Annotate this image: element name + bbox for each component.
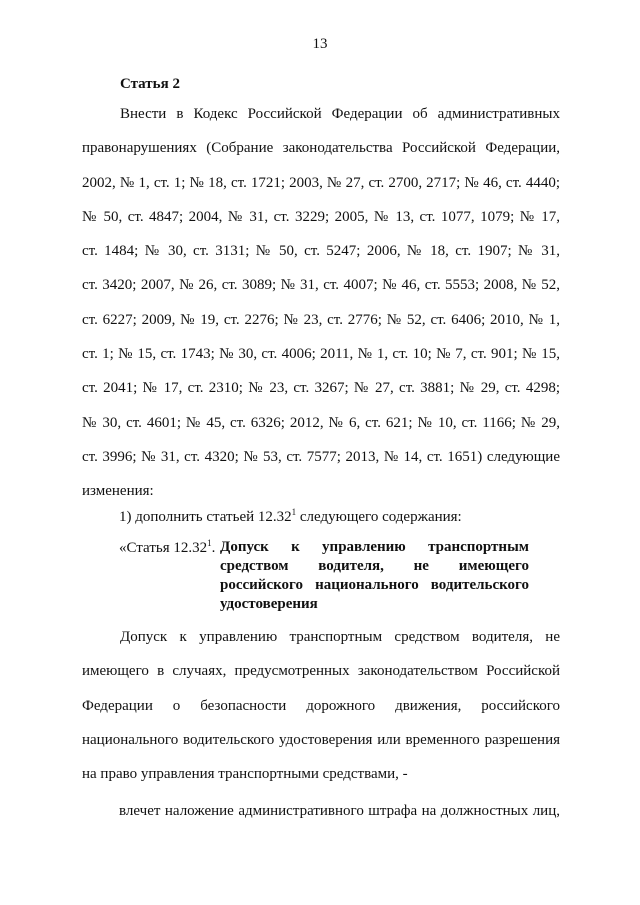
body-line: национального водительского удостоверения или временного разрешения <box>82 731 560 748</box>
intro-line: ст. 6227; 2009, № 19, ст. 2276; № 23, ст. 2776; № 52, ст. 6406; 2010, № 1, <box>82 311 560 328</box>
item-1-superscript: 1 <box>291 507 297 517</box>
amendment-item-1 <box>119 507 462 526</box>
intro-line: правонарушениях (Собрание законодательства Российской Федерации, <box>82 140 560 157</box>
body-line: Допуск к управлению транспортным средством водителя, не <box>120 629 560 645</box>
item-1-text-end: следующего содержания: <box>296 509 462 525</box>
body-line: Федерации о безопасности дорожного движения, российского <box>82 697 560 714</box>
intro-line: № 30, ст. 4601; № 45, ст. 6326; 2012, № 6, ст. 621; № 10, ст. 1166; № 29, <box>82 414 560 431</box>
intro-line: ст. 3420; 2007, № 26, ст. 3089; № 31, ст. 4007; № 46, ст. 5553; 2008, № 52, <box>82 277 560 294</box>
intro-line: Внести в Кодекс Российской Федерации об административных <box>120 106 560 122</box>
statute-heading-line: Допуск к управлению транспортным <box>220 539 529 555</box>
intro-paragraph <box>82 97 560 509</box>
intro-line: ст. 2041; № 17, ст. 2310; № 23, ст. 3267; № 27, ст. 3881; № 29, ст. 4298; <box>82 380 560 397</box>
page-number: 13 <box>312 36 328 52</box>
statute-heading-line: удостоверения <box>220 596 318 612</box>
intro-line: ст. 3996; № 31, ст. 4320; № 53, ст. 7577; 2013, № 14, ст. 1651) следующие <box>82 448 560 465</box>
article-title: Статья 2 <box>120 76 180 92</box>
body-line: на право управления транспортными средствами, - <box>82 766 408 783</box>
statute-number-text: «Статья 12.32 <box>119 540 208 556</box>
statute-number-dot: . <box>211 540 216 556</box>
statute-number <box>119 538 215 557</box>
body-line: имеющего в случаях, предусмотренных законодательством Российской <box>82 663 560 680</box>
statute-heading <box>220 538 529 614</box>
intro-line: ст. 1; № 15, ст. 1743; № 30, ст. 4006; 2011, № 1, ст. 10; № 7, ст. 901; № 15, <box>82 346 560 363</box>
statute-number-superscript: 1 <box>207 538 212 548</box>
statute-body-paragraph <box>82 620 560 791</box>
intro-line: № 50, ст. 4847; 2004, № 31, ст. 3229; 2005, № 13, ст. 1077, 1079; № 17, <box>82 208 560 225</box>
penalty-paragraph: влечет наложение административного штрафа на должностных лиц, <box>119 803 560 819</box>
intro-line: ст. 1484; № 30, ст. 3131; № 50, ст. 5247; 2006, № 18, ст. 1907; № 31, <box>82 243 560 260</box>
intro-line: 2002, № 1, ст. 1; № 18, ст. 1721; 2003, № 27, ст. 2700, 2717; № 46, ст. 4440; <box>82 174 560 191</box>
intro-line: изменения: <box>82 483 154 500</box>
statute-heading-line: средством водителя, не имеющего <box>220 558 529 574</box>
statute-heading-line: российского национального водительского <box>220 577 529 593</box>
item-1-text: 1) дополнить статьей 12.32 <box>119 509 292 525</box>
